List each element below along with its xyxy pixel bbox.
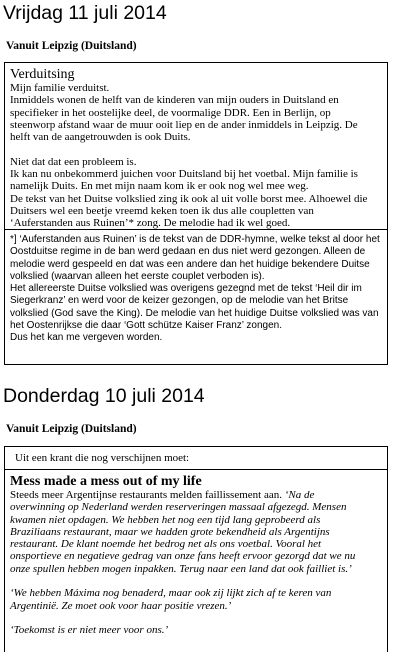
text-line bbox=[10, 489, 355, 501]
article-paragraph bbox=[10, 82, 367, 143]
footnote-line: volkslied (God save the King). De melodie van het huidige Duitse volkslied was van bbox=[10, 307, 379, 319]
footnote-line: Het allereerste Duitse volkslied was overigens gezegnd met de tekst ‘Heil dir im bbox=[10, 283, 362, 295]
text-line: onze spullen hebben mogen inpakken. Terug naar een land dat ook failliet is.’ bbox=[10, 562, 352, 575]
footnote-line: melodie werd gespeeld en dat was een andere dan het huidige bekendere Duitse bbox=[10, 258, 370, 270]
text-line: ‘Auferstanden aus Ruinen’* zong. De melodie had ik wel goed. bbox=[10, 217, 291, 230]
article-paragraph bbox=[10, 489, 355, 575]
footnote-line: Oostduitse regime in de ban werd gedaan en dus niet werd gezongen. Alleen de bbox=[10, 246, 366, 258]
footnote-line: volkslied (waarvan alleen het eerste couplet verboden is). bbox=[10, 270, 265, 282]
text-line: ‘We hebben Máxima nog benaderd, maar ook zij lijkt zich af te keren van bbox=[10, 587, 332, 600]
text-line: Duitsers wel een beetje vreemd keken toen ik dus alle coupletten van bbox=[10, 204, 314, 217]
divider-line bbox=[5, 229, 387, 230]
text-line: Mijn familie verduitst. bbox=[10, 82, 110, 94]
text-regular: Steeds meer Argentijnse restaurants melden faillissement aan. bbox=[10, 489, 285, 501]
footnote-line: het Oostenrijkse die daar ‘Gott schütze Kaiser Franz’ zongen. bbox=[10, 320, 282, 332]
footnote bbox=[10, 234, 380, 345]
text-line: kwamen niet opdagen. We hebben het nog een tijd lang geprobeerd als bbox=[10, 513, 321, 526]
entry-location: Vanuit Leipzig (Duitsland) bbox=[6, 423, 137, 435]
text-line: onsportieve en negatieve gedrag van onze fans heeft ervoor gezorgd dat we nu bbox=[10, 550, 356, 563]
article-paragraph bbox=[10, 156, 367, 230]
text-line: specifieker in het oostelijke deel, de voormalige DDR. Een in Berlijn, op bbox=[10, 106, 331, 119]
text-line: ‘Toekomst is er niet meer voor ons.’ bbox=[10, 624, 169, 637]
entry-content-box bbox=[4, 446, 388, 652]
intro-text: Uit een krant die nog verschijnen moet: bbox=[15, 452, 190, 464]
article-paragraph bbox=[10, 587, 355, 612]
footnote-line: *] ‘Auferstanden aus Ruinen’ is de tekst van de DDR-hymne, welke tekst al door het bbox=[10, 234, 380, 245]
article-heading: Mess made a mess out of my life bbox=[10, 474, 202, 489]
text-line: overwinning op Nederland werden reserveringen massaal afgezegd. Mensen bbox=[10, 501, 347, 514]
footnote-line: Dus het kan me vergeven worden. bbox=[10, 332, 163, 344]
text-line: Niet dat dat een probleem is. bbox=[10, 155, 137, 168]
entry-content-box bbox=[4, 62, 388, 365]
text-line: helft van de aangetrouwden is ook Duits. bbox=[10, 131, 191, 144]
text-quote: ‘Na de bbox=[284, 489, 315, 501]
text-line: De tekst van het Duitse volkslied zing ik ook al uit volle borst mee. Alhoewel die bbox=[10, 192, 368, 205]
text-line: steenworp afstand waar de muur ooit liep en de ander inmiddels in Leipzig. De bbox=[10, 118, 358, 131]
divider-line bbox=[5, 469, 387, 470]
text-line: Inmiddels wonen de helft van de kinderen van mijn ouders in Duitsland en bbox=[10, 94, 339, 107]
entry-date-title: Vrijdag 11 juli 2014 bbox=[3, 2, 167, 24]
text-line: restaurant. De klant noemde het bedrog net als ons voetbal. Vooral het bbox=[10, 538, 322, 551]
entry-location: Vanuit Leipzig (Duitsland) bbox=[6, 40, 137, 52]
text-line: Argentinië. Ze moet ook voor haar positie vrezen.’ bbox=[10, 599, 232, 612]
entry-date-title: Donderdag 10 juli 2014 bbox=[3, 385, 205, 407]
text-line: Ik kan nu onbekommerd juichen voor Duitsland bij het voetbal. Mijn familie is bbox=[10, 168, 358, 181]
footnote-line: Siegerkranz’ en werd voor de keizer gezongen, op de melodie van het Britse bbox=[10, 295, 349, 307]
article-heading: Verduitsing bbox=[10, 67, 75, 82]
text-line: Braziliaans restaurant, maar we hadden grote bekendheid als Argentijns bbox=[10, 525, 330, 538]
text-line: namelijk Duits. En met mijn naam kom ik er ook nog wel mee weg. bbox=[10, 180, 309, 193]
